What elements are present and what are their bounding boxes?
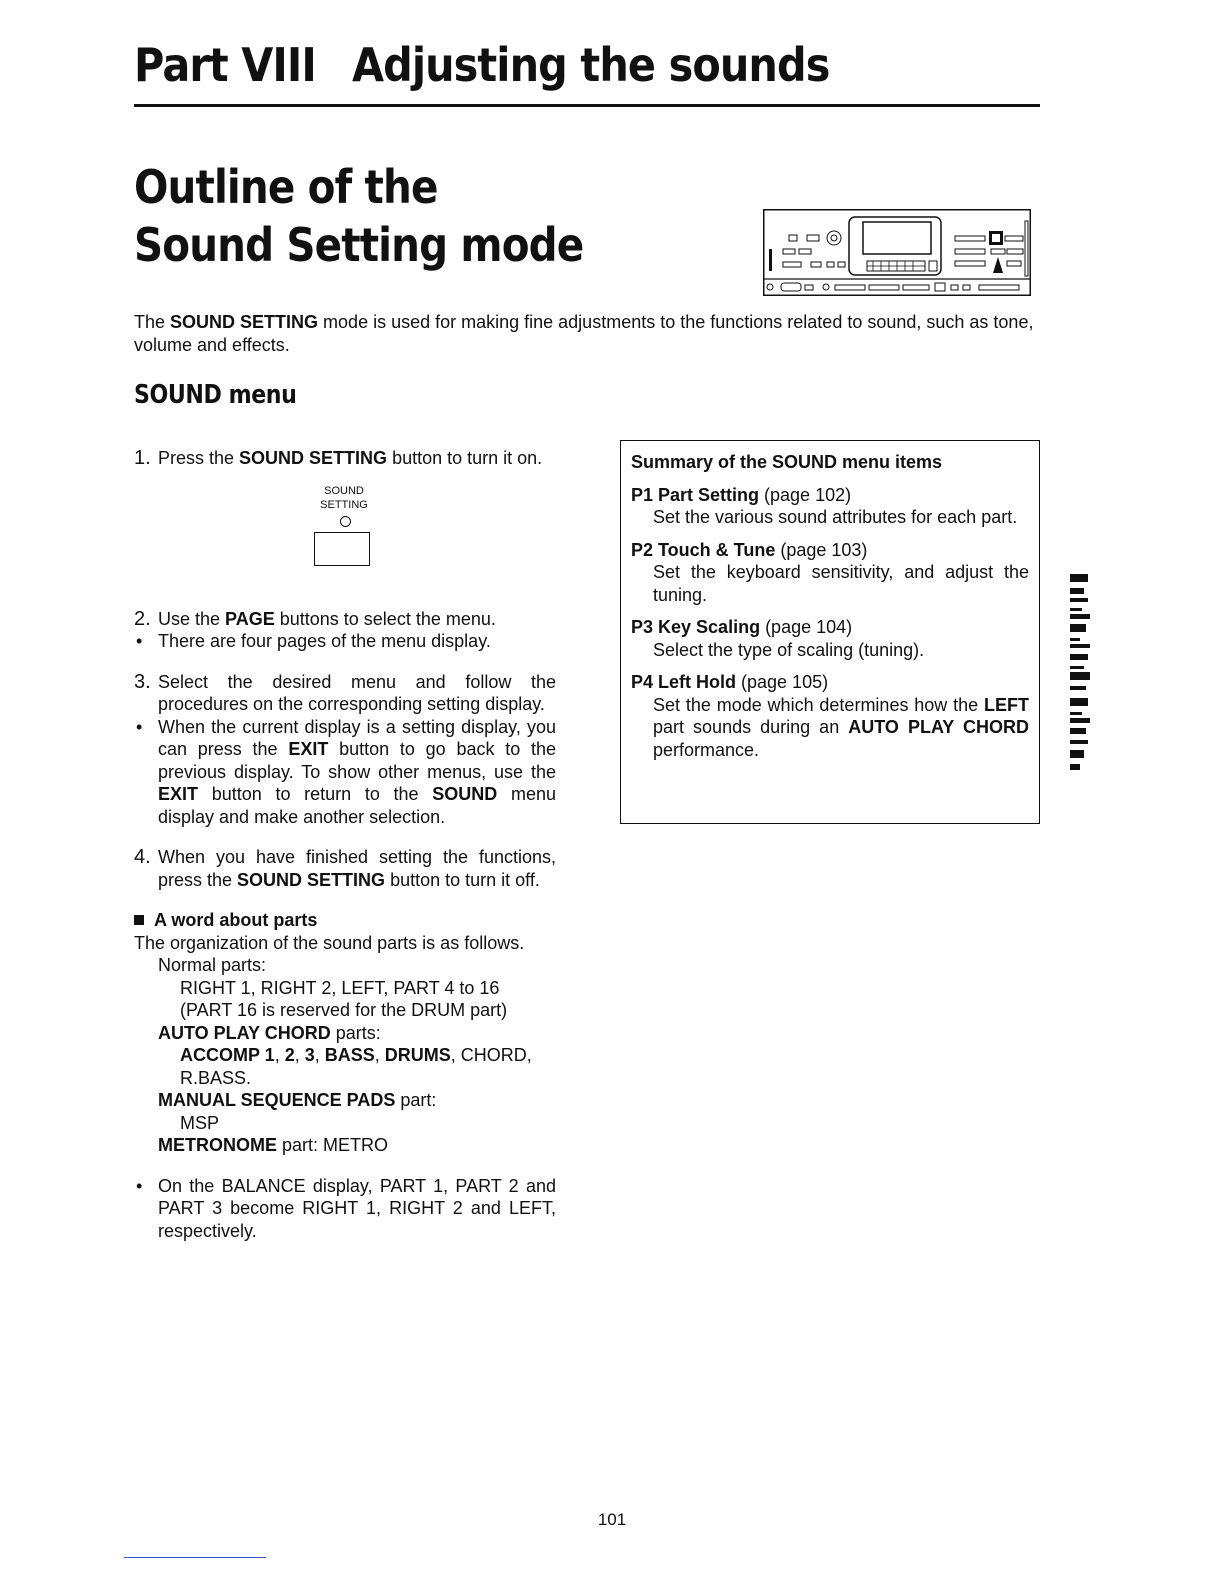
apc-item: BASS: [324, 1045, 375, 1065]
section-tab-marks: [1068, 574, 1096, 774]
intro-text-before: The: [134, 312, 171, 332]
button-caption-line2: SETTING: [320, 498, 368, 511]
section-title-line2: Sound Setting mode: [134, 218, 584, 272]
sound-setting-button: [314, 532, 370, 566]
step-bold: SOUND SETTING: [237, 869, 386, 890]
desc-text: performance.: [653, 739, 760, 760]
summary-item: [631, 616, 1029, 661]
word-about-parts-heading: [134, 909, 556, 932]
metro-rest: part: METRO: [277, 1135, 389, 1155]
summary-item-desc: Set the various sound attributes for each part.: [653, 507, 1018, 527]
step-number: 1.: [134, 447, 151, 469]
part-heading: [134, 38, 829, 92]
apc-parts-label: [134, 1022, 556, 1045]
apc-parts-line2: R.BASS.: [180, 1067, 252, 1088]
msp-rest: part:: [395, 1090, 437, 1110]
summary-box: [620, 440, 1040, 824]
step-number: 4.: [134, 846, 151, 868]
bullet-text: button to return to the: [198, 784, 433, 804]
metronome-label: [134, 1134, 556, 1157]
bullet-text: menu display and make another selection.: [158, 784, 556, 827]
bullet-text: When the current display is a setting display, you can press the: [158, 716, 556, 759]
desc-bold: AUTO PLAY CHORD: [848, 717, 1030, 737]
heading-rule: [134, 104, 1040, 107]
summary-item-desc: [631, 694, 1029, 762]
summary-item: [631, 671, 1029, 761]
step-text: Select the desired menu and follow the procedures on the corresponding setting display.: [158, 671, 556, 714]
summary-item-page: (page 105): [736, 672, 829, 692]
step-bold: SOUND SETTING: [239, 448, 388, 468]
bullet-dot-icon: •: [136, 1175, 143, 1196]
part-title: Adjusting the sounds: [351, 38, 830, 92]
step-bold: PAGE: [225, 608, 275, 629]
step-text: Press the: [158, 448, 240, 468]
summary-item-page: (page 103): [775, 539, 868, 560]
bullet-step3: [134, 716, 556, 829]
summary-item-page: (page 104): [760, 617, 853, 637]
summary-item: [631, 539, 1029, 607]
normal-parts-line1: RIGHT 1, RIGHT 2, LEFT, PART 4 to 16: [180, 977, 500, 998]
summary-item-name: P2 Touch & Tune: [631, 539, 776, 560]
step-1: [134, 447, 556, 470]
square-bullet-icon: [134, 915, 144, 925]
intro-paragraph: [134, 311, 1044, 357]
heading-text: A word about parts: [154, 910, 318, 930]
step-4: [134, 846, 556, 891]
summary-item-desc: Select the type of scaling (tuning).: [653, 639, 925, 660]
intro-text-after: mode is used for making fine adjustments to the functions related to sound, such as tone, volume and effects.: [134, 312, 1034, 355]
bullet-bold: EXIT: [288, 739, 329, 759]
normal-parts-label: Normal parts:: [158, 955, 267, 975]
step-3: [134, 671, 556, 716]
step-2: [134, 608, 556, 631]
summary-heading: Summary of the SOUND menu items: [631, 452, 943, 472]
desc-bold: LEFT: [984, 694, 1029, 715]
desc-text: Set the mode which determines how the: [653, 694, 984, 715]
footer-line: [124, 1557, 266, 1558]
sound-setting-button-figure: [134, 476, 556, 596]
summary-item-name: P3 Key Scaling: [631, 617, 761, 637]
section-title: [134, 158, 583, 274]
bullet-dot-icon: •: [136, 631, 143, 651]
apc-rest: parts:: [330, 1022, 381, 1043]
bullet-balance: [134, 1175, 556, 1243]
msp-bold: MANUAL SEQUENCE PADS: [158, 1090, 396, 1110]
metro-bold: METRONOME: [158, 1135, 277, 1155]
bullet-text: button to go back to the previous display. To show other menus, use the: [158, 739, 557, 782]
step-number: 2.: [134, 607, 151, 630]
normal-parts-line2: (PART 16 is reserved for the DRUM part): [180, 1000, 508, 1020]
bullet-step2: [134, 630, 556, 653]
apc-rest: , CHORD,: [450, 1045, 532, 1065]
apc-item: 2: [284, 1045, 295, 1065]
step-text: buttons to select the menu.: [274, 608, 496, 629]
page-number: 101: [597, 1510, 627, 1529]
summary-item: [631, 484, 1029, 529]
msp-value: MSP: [180, 1112, 220, 1133]
apc-item: ACCOMP 1: [180, 1045, 275, 1065]
bullet-text: On the BALANCE display, PART 1, PART 2 and PART 3 become RIGHT 1, RIGHT 2 and LEFT, respectively.: [158, 1175, 556, 1241]
apc-sep: ,: [294, 1045, 305, 1065]
section-title-line1: Outline of the: [134, 160, 438, 214]
word-intro: The organization of the sound parts is as follows.: [134, 932, 525, 953]
step-text: button to turn it off.: [385, 869, 540, 890]
summary-item-desc: Set the keyboard sensitivity, and adjust the tuning.: [653, 562, 1029, 605]
bullet-text: There are four pages of the menu display.: [158, 631, 491, 651]
bullet-dot-icon: •: [136, 716, 143, 737]
apc-item: 3: [304, 1045, 315, 1065]
apc-parts-line1: [134, 1044, 556, 1067]
button-caption: [314, 484, 374, 512]
sound-menu-title: SOUND menu: [134, 380, 297, 410]
summary-item-name: P1 Part Setting: [631, 484, 760, 505]
apc-item: DRUMS: [384, 1045, 451, 1065]
step-number: 3.: [134, 670, 151, 693]
summary-item-name: P4 Left Hold: [631, 672, 737, 692]
led-indicator-icon: [340, 516, 351, 527]
step-text: When you have finished setting the functions, press the: [158, 847, 556, 890]
bullet-bold: SOUND: [432, 784, 498, 804]
summary-item-page: (page 102): [759, 484, 852, 505]
part-number: Part VIII: [134, 38, 316, 92]
apc-bold: AUTO PLAY CHORD: [158, 1022, 331, 1043]
msp-label: [134, 1089, 556, 1112]
button-caption-line1: SOUND: [324, 484, 364, 497]
apc-sep: ,: [374, 1045, 385, 1065]
bullet-bold: EXIT: [158, 784, 199, 804]
step-text: button to turn it on.: [387, 448, 543, 468]
apc-sep: ,: [274, 1045, 285, 1065]
intro-bold: SOUND SETTING: [170, 312, 319, 332]
apc-sep: ,: [314, 1045, 325, 1065]
keyboard-panel-diagram: [763, 209, 1031, 296]
step-text: Use the: [158, 608, 226, 629]
desc-text: part sounds during an: [653, 717, 849, 737]
sound-menu-steps: [134, 447, 556, 1242]
